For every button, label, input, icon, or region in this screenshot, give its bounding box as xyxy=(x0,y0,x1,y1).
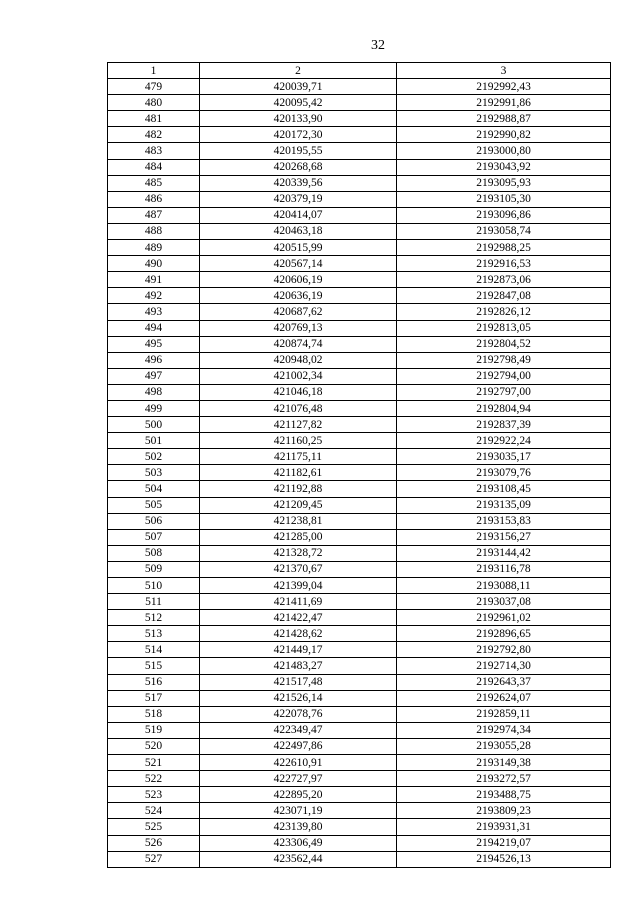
y-coordinate-cell: 2193058,74 xyxy=(397,223,611,239)
y-coordinate-cell: 2193043,92 xyxy=(397,159,611,175)
y-coordinate-cell: 2192992,43 xyxy=(397,79,611,95)
y-coordinate-cell: 2192916,53 xyxy=(397,256,611,272)
x-coordinate-cell: 421182,61 xyxy=(200,465,397,481)
point-number-cell: 496 xyxy=(108,352,200,368)
point-number-cell: 480 xyxy=(108,95,200,111)
point-number-cell: 494 xyxy=(108,320,200,336)
table-row xyxy=(108,497,611,513)
y-coordinate-cell: 2192804,94 xyxy=(397,400,611,416)
point-number-cell: 503 xyxy=(108,465,200,481)
x-coordinate-cell: 422727,97 xyxy=(200,771,397,787)
point-number-cell: 511 xyxy=(108,594,200,610)
point-number-cell: 507 xyxy=(108,529,200,545)
x-coordinate-cell: 420769,13 xyxy=(200,320,397,336)
x-coordinate-cell: 421160,25 xyxy=(200,433,397,449)
x-coordinate-cell: 421285,00 xyxy=(200,529,397,545)
table-row xyxy=(108,207,611,223)
table-row xyxy=(108,642,611,658)
y-coordinate-cell: 2192643,37 xyxy=(397,674,611,690)
point-number-cell: 516 xyxy=(108,674,200,690)
x-coordinate-cell: 421449,17 xyxy=(200,642,397,658)
point-number-cell: 512 xyxy=(108,610,200,626)
point-number-cell: 520 xyxy=(108,738,200,754)
table-row xyxy=(108,529,611,545)
x-coordinate-cell: 421399,04 xyxy=(200,578,397,594)
table-row xyxy=(108,336,611,352)
point-number-cell: 482 xyxy=(108,127,200,143)
point-number-cell: 502 xyxy=(108,449,200,465)
page-number: 32 xyxy=(371,38,385,53)
table-row xyxy=(108,610,611,626)
point-number-cell: 500 xyxy=(108,417,200,433)
table-row xyxy=(108,433,611,449)
y-coordinate-cell: 2192991,86 xyxy=(397,95,611,111)
table-row xyxy=(108,191,611,207)
y-coordinate-cell: 2193079,76 xyxy=(397,465,611,481)
table-row xyxy=(108,787,611,803)
table-row xyxy=(108,851,611,867)
table-row xyxy=(108,722,611,738)
table-row xyxy=(108,223,611,239)
point-number-cell: 493 xyxy=(108,304,200,320)
y-coordinate-cell: 2193035,17 xyxy=(397,449,611,465)
x-coordinate-cell: 423306,49 xyxy=(200,835,397,851)
y-coordinate-cell: 2192624,07 xyxy=(397,690,611,706)
x-coordinate-cell: 421076,48 xyxy=(200,400,397,416)
y-coordinate-cell: 2192974,34 xyxy=(397,722,611,738)
table-row xyxy=(108,771,611,787)
table-row xyxy=(108,240,611,256)
y-coordinate-cell: 2192896,65 xyxy=(397,626,611,642)
table-row xyxy=(108,417,611,433)
point-number-cell: 506 xyxy=(108,513,200,529)
table-row xyxy=(108,320,611,336)
x-coordinate-cell: 422078,76 xyxy=(200,706,397,722)
point-number-cell: 484 xyxy=(108,159,200,175)
x-coordinate-cell: 420567,14 xyxy=(200,256,397,272)
table-row xyxy=(108,304,611,320)
x-coordinate-cell: 420463,18 xyxy=(200,223,397,239)
x-coordinate-cell: 421238,81 xyxy=(200,513,397,529)
table-row xyxy=(108,738,611,754)
y-coordinate-cell: 2192847,08 xyxy=(397,288,611,304)
table-row xyxy=(108,835,611,851)
x-coordinate-cell: 421411,69 xyxy=(200,594,397,610)
point-number-cell: 510 xyxy=(108,578,200,594)
point-number-cell: 490 xyxy=(108,256,200,272)
x-coordinate-cell: 421422,47 xyxy=(200,610,397,626)
coordinates-table xyxy=(107,62,611,868)
table-row xyxy=(108,111,611,127)
x-coordinate-cell: 422895,20 xyxy=(200,787,397,803)
table-row xyxy=(108,256,611,272)
x-coordinate-cell: 421483,27 xyxy=(200,658,397,674)
x-coordinate-cell: 420874,74 xyxy=(200,336,397,352)
x-coordinate-cell: 421428,62 xyxy=(200,626,397,642)
table-row xyxy=(108,175,611,191)
point-number-cell: 514 xyxy=(108,642,200,658)
table-body xyxy=(108,79,611,868)
point-number-cell: 517 xyxy=(108,690,200,706)
table-row xyxy=(108,513,611,529)
header-col-1: 1 xyxy=(108,63,200,79)
x-coordinate-cell: 422610,91 xyxy=(200,755,397,771)
y-coordinate-cell: 2192813,05 xyxy=(397,320,611,336)
y-coordinate-cell: 2193272,57 xyxy=(397,771,611,787)
y-coordinate-cell: 2193153,83 xyxy=(397,513,611,529)
header-col-3: 3 xyxy=(397,63,611,79)
y-coordinate-cell: 2193488,75 xyxy=(397,787,611,803)
table-row xyxy=(108,465,611,481)
point-number-cell: 524 xyxy=(108,803,200,819)
y-coordinate-cell: 2192922,24 xyxy=(397,433,611,449)
x-coordinate-cell: 420339,56 xyxy=(200,175,397,191)
table-row xyxy=(108,594,611,610)
y-coordinate-cell: 2192798,49 xyxy=(397,352,611,368)
x-coordinate-cell: 420039,71 xyxy=(200,79,397,95)
y-coordinate-cell: 2193144,42 xyxy=(397,545,611,561)
x-coordinate-cell: 421127,82 xyxy=(200,417,397,433)
x-coordinate-cell: 422497,86 xyxy=(200,738,397,754)
y-coordinate-cell: 2193809,23 xyxy=(397,803,611,819)
point-number-cell: 495 xyxy=(108,336,200,352)
x-coordinate-cell: 420606,19 xyxy=(200,272,397,288)
y-coordinate-cell: 2193931,31 xyxy=(397,819,611,835)
y-coordinate-cell: 2193105,30 xyxy=(397,191,611,207)
point-number-cell: 486 xyxy=(108,191,200,207)
table-row xyxy=(108,819,611,835)
table-row xyxy=(108,706,611,722)
point-number-cell: 491 xyxy=(108,272,200,288)
point-number-cell: 515 xyxy=(108,658,200,674)
y-coordinate-cell: 2193088,11 xyxy=(397,578,611,594)
x-coordinate-cell: 421175,11 xyxy=(200,449,397,465)
y-coordinate-cell: 2192988,25 xyxy=(397,240,611,256)
y-coordinate-cell: 2192792,80 xyxy=(397,642,611,658)
y-coordinate-cell: 2192988,87 xyxy=(397,111,611,127)
table-row xyxy=(108,95,611,111)
point-number-cell: 481 xyxy=(108,111,200,127)
x-coordinate-cell: 421370,67 xyxy=(200,561,397,577)
y-coordinate-cell: 2193037,08 xyxy=(397,594,611,610)
x-coordinate-cell: 421002,34 xyxy=(200,368,397,384)
header-row xyxy=(108,63,611,79)
table-row xyxy=(108,352,611,368)
header-col-2: 2 xyxy=(200,63,397,79)
table-row xyxy=(108,658,611,674)
table-row xyxy=(108,674,611,690)
point-number-cell: 523 xyxy=(108,787,200,803)
point-number-cell: 526 xyxy=(108,835,200,851)
x-coordinate-cell: 420195,55 xyxy=(200,143,397,159)
table-row xyxy=(108,159,611,175)
point-number-cell: 518 xyxy=(108,706,200,722)
x-coordinate-cell: 420687,62 xyxy=(200,304,397,320)
y-coordinate-cell: 2192714,30 xyxy=(397,658,611,674)
point-number-cell: 488 xyxy=(108,223,200,239)
x-coordinate-cell: 420636,19 xyxy=(200,288,397,304)
y-coordinate-cell: 2194526,13 xyxy=(397,851,611,867)
point-number-cell: 501 xyxy=(108,433,200,449)
x-coordinate-cell: 420172,30 xyxy=(200,127,397,143)
y-coordinate-cell: 2192873,06 xyxy=(397,272,611,288)
y-coordinate-cell: 2193116,78 xyxy=(397,561,611,577)
table-row xyxy=(108,400,611,416)
table-row xyxy=(108,449,611,465)
x-coordinate-cell: 420515,99 xyxy=(200,240,397,256)
y-coordinate-cell: 2193000,80 xyxy=(397,143,611,159)
point-number-cell: 522 xyxy=(108,771,200,787)
table-row xyxy=(108,368,611,384)
point-number-cell: 519 xyxy=(108,722,200,738)
table-row xyxy=(108,384,611,400)
point-number-cell: 505 xyxy=(108,497,200,513)
y-coordinate-cell: 2192804,52 xyxy=(397,336,611,352)
table-row xyxy=(108,272,611,288)
point-number-cell: 527 xyxy=(108,851,200,867)
table-row xyxy=(108,690,611,706)
point-number-cell: 479 xyxy=(108,79,200,95)
table-row xyxy=(108,545,611,561)
point-number-cell: 485 xyxy=(108,175,200,191)
x-coordinate-cell: 421517,48 xyxy=(200,674,397,690)
y-coordinate-cell: 2192961,02 xyxy=(397,610,611,626)
point-number-cell: 508 xyxy=(108,545,200,561)
point-number-cell: 497 xyxy=(108,368,200,384)
y-coordinate-cell: 2193108,45 xyxy=(397,481,611,497)
point-number-cell: 498 xyxy=(108,384,200,400)
table-row xyxy=(108,626,611,642)
x-coordinate-cell: 423139,80 xyxy=(200,819,397,835)
y-coordinate-cell: 2193096,86 xyxy=(397,207,611,223)
table-row xyxy=(108,561,611,577)
point-number-cell: 487 xyxy=(108,207,200,223)
x-coordinate-cell: 420379,19 xyxy=(200,191,397,207)
x-coordinate-cell: 420414,07 xyxy=(200,207,397,223)
y-coordinate-cell: 2192990,82 xyxy=(397,127,611,143)
y-coordinate-cell: 2193055,28 xyxy=(397,738,611,754)
x-coordinate-cell: 421526,14 xyxy=(200,690,397,706)
x-coordinate-cell: 423562,44 xyxy=(200,851,397,867)
x-coordinate-cell: 420948,02 xyxy=(200,352,397,368)
y-coordinate-cell: 2192837,39 xyxy=(397,417,611,433)
table-row xyxy=(108,481,611,497)
x-coordinate-cell: 422349,47 xyxy=(200,722,397,738)
y-coordinate-cell: 2193149,38 xyxy=(397,755,611,771)
point-number-cell: 492 xyxy=(108,288,200,304)
y-coordinate-cell: 2192859,11 xyxy=(397,706,611,722)
point-number-cell: 509 xyxy=(108,561,200,577)
point-number-cell: 499 xyxy=(108,400,200,416)
x-coordinate-cell: 420268,68 xyxy=(200,159,397,175)
x-coordinate-cell: 423071,19 xyxy=(200,803,397,819)
table-row xyxy=(108,143,611,159)
y-coordinate-cell: 2193095,93 xyxy=(397,175,611,191)
y-coordinate-cell: 2193156,27 xyxy=(397,529,611,545)
point-number-cell: 513 xyxy=(108,626,200,642)
table-header xyxy=(108,63,611,79)
table-row xyxy=(108,127,611,143)
y-coordinate-cell: 2194219,07 xyxy=(397,835,611,851)
x-coordinate-cell: 421046,18 xyxy=(200,384,397,400)
point-number-cell: 504 xyxy=(108,481,200,497)
y-coordinate-cell: 2192797,00 xyxy=(397,384,611,400)
table-row xyxy=(108,79,611,95)
x-coordinate-cell: 421209,45 xyxy=(200,497,397,513)
x-coordinate-cell: 421192,88 xyxy=(200,481,397,497)
y-coordinate-cell: 2192794,00 xyxy=(397,368,611,384)
table-row xyxy=(108,288,611,304)
x-coordinate-cell: 421328,72 xyxy=(200,545,397,561)
x-coordinate-cell: 420133,90 xyxy=(200,111,397,127)
point-number-cell: 483 xyxy=(108,143,200,159)
x-coordinate-cell: 420095,42 xyxy=(200,95,397,111)
point-number-cell: 521 xyxy=(108,755,200,771)
table-row xyxy=(108,755,611,771)
point-number-cell: 525 xyxy=(108,819,200,835)
table-row xyxy=(108,803,611,819)
point-number-cell: 489 xyxy=(108,240,200,256)
table-row xyxy=(108,578,611,594)
y-coordinate-cell: 2193135,09 xyxy=(397,497,611,513)
y-coordinate-cell: 2192826,12 xyxy=(397,304,611,320)
